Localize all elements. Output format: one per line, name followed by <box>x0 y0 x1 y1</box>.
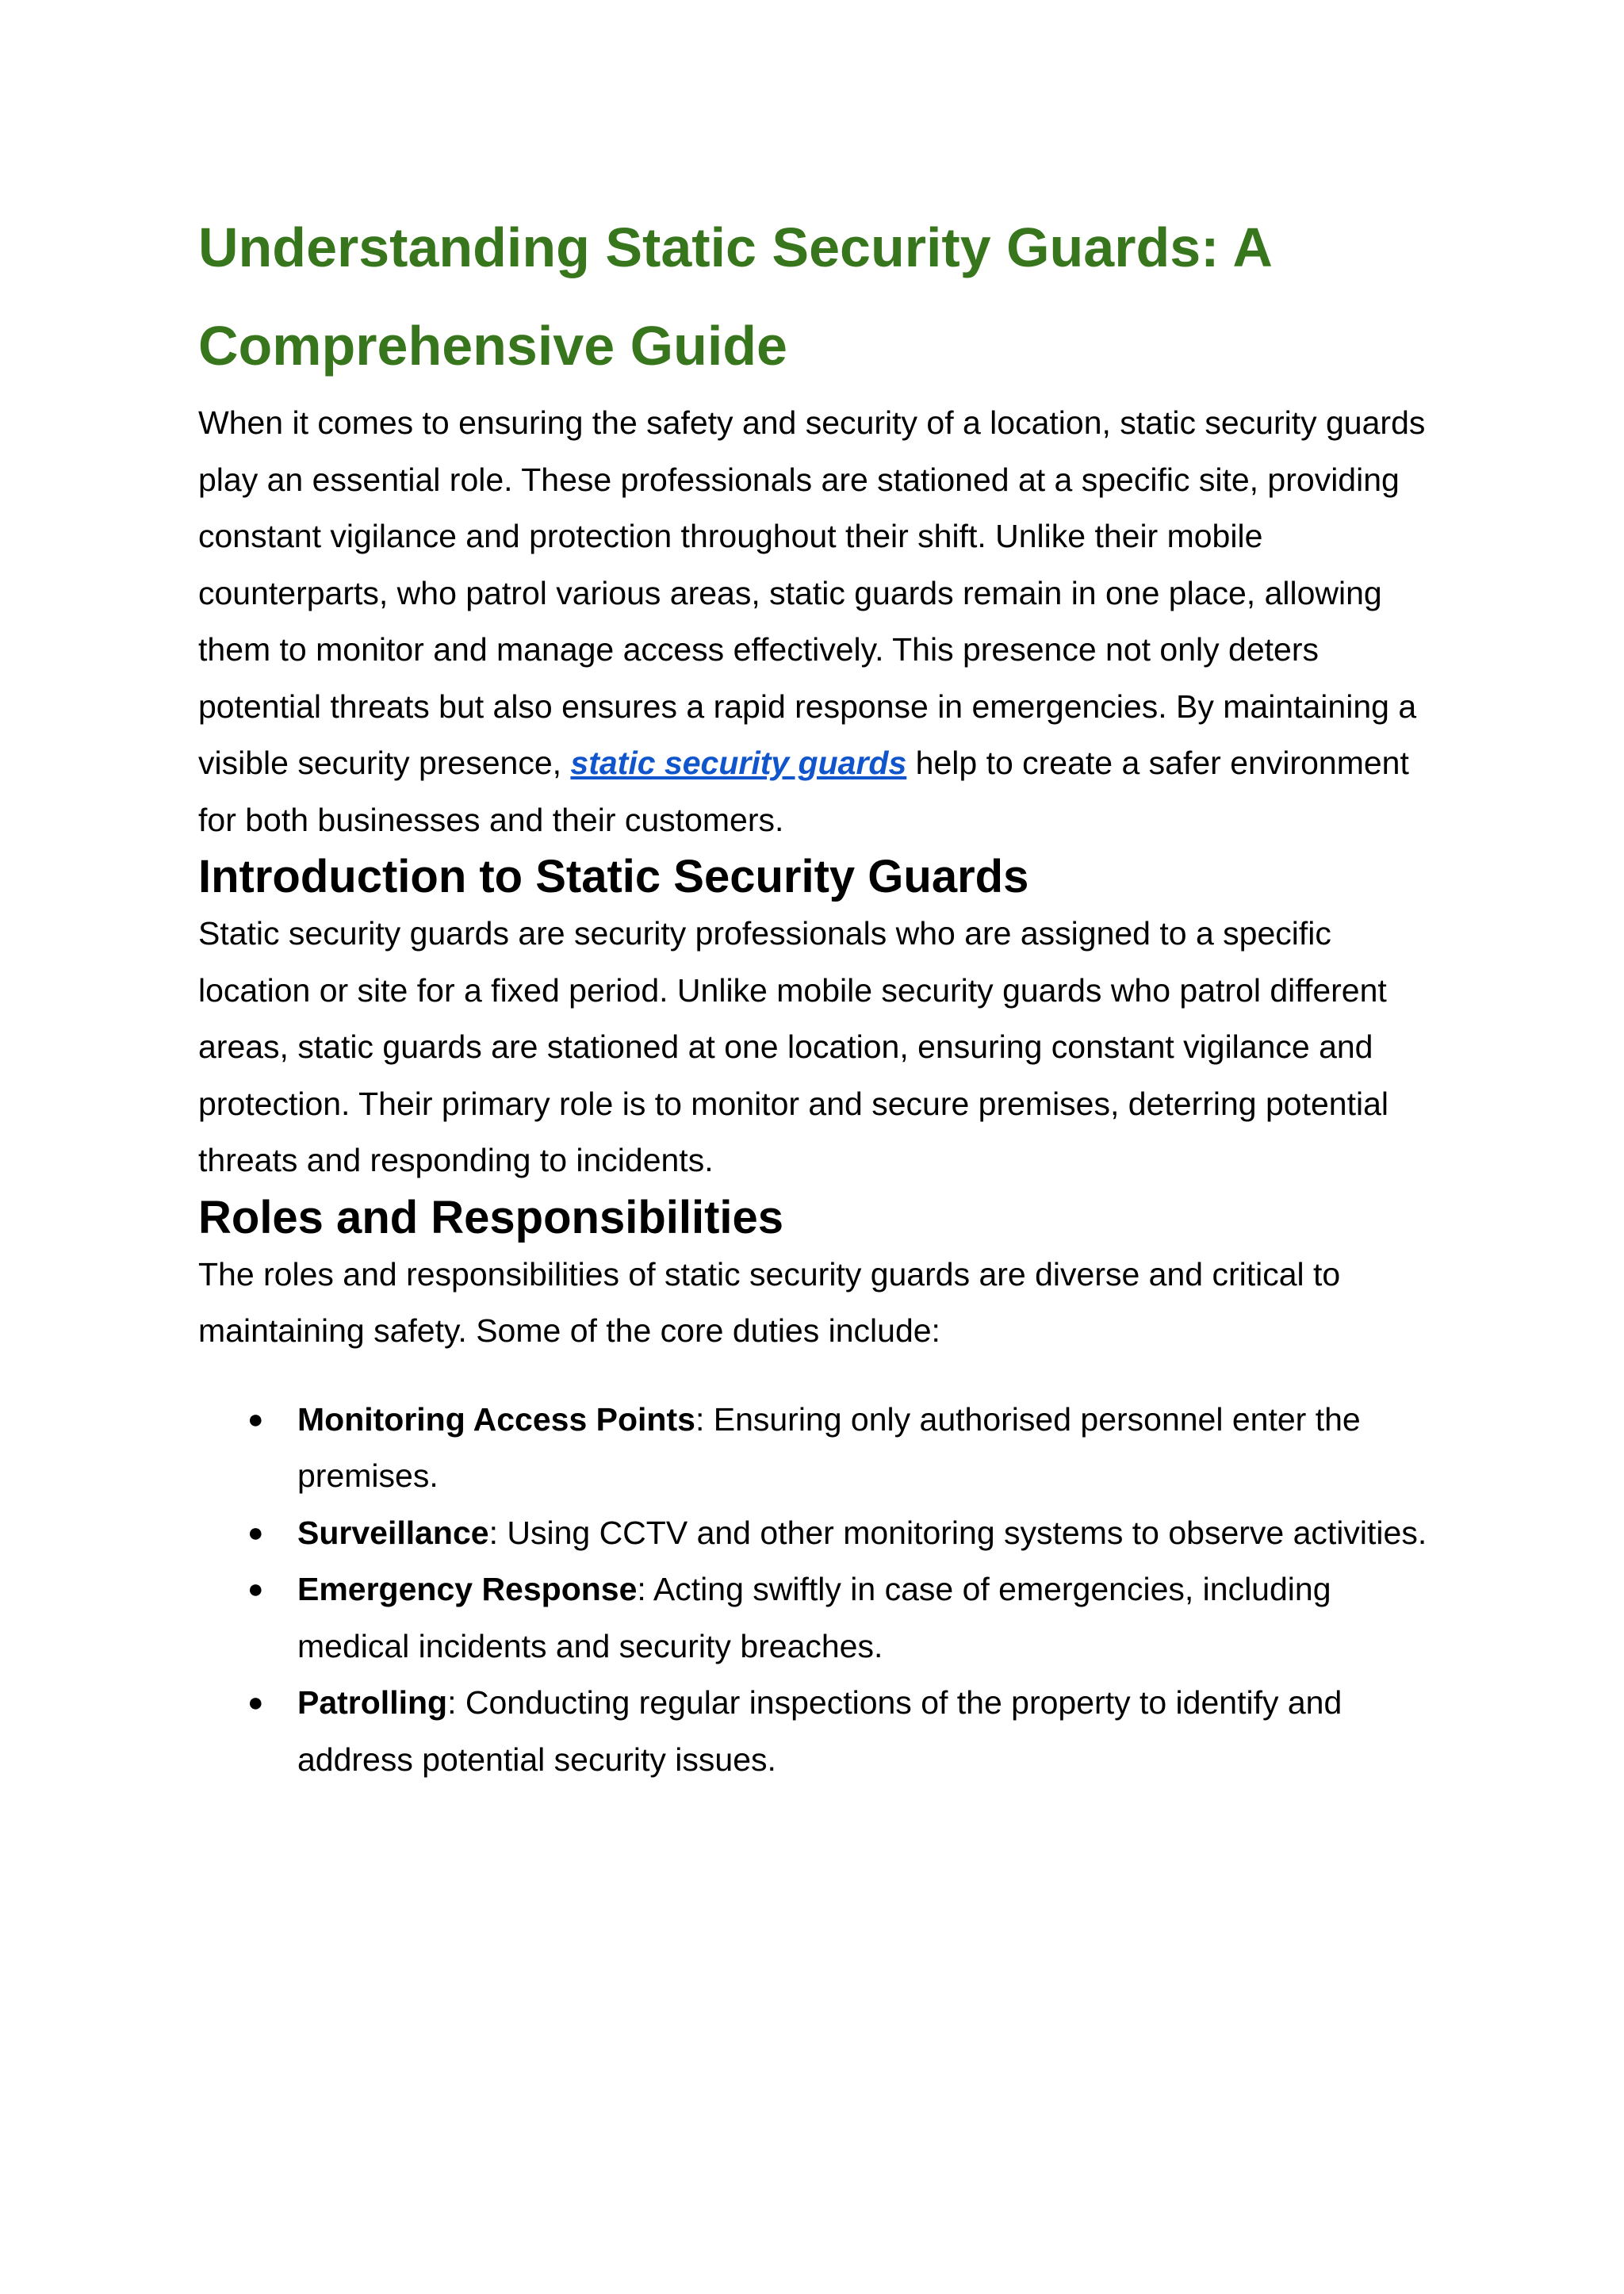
static-security-guards-link[interactable]: static security guards <box>570 745 907 781</box>
intro-text-before-link: When it comes to ensuring the safety and security of a location, static security guards play an essential role. These professionals are stationed at a specific site, providing constant vigilance and protection throughout their shift. Unlike their mobile counterparts, who patrol various areas, static guards remain in one place, allowing them to monitor and manage access effectively. This presence not only deters potential threats but also ensures a rapid response in emergencies. By maintaining a visible security presence, <box>198 404 1426 781</box>
section-heading-roles: Roles and Responsibilities <box>198 1191 784 1243</box>
bullet-icon: ● <box>247 1574 264 1604</box>
section-heading-introduction: Introduction to Static Security Guards <box>198 851 1029 902</box>
intro-paragraph <box>198 395 1450 848</box>
page-title: Understanding Static Security Guards: A Comprehensive Guide <box>198 216 1271 377</box>
duty-description: : Ensuring only authorised personnel enter the premises. <box>297 1400 1361 1494</box>
list-item <box>198 1505 1450 1562</box>
duty-term: Emergency Response <box>297 1571 638 1607</box>
bullet-icon: ● <box>247 1404 264 1434</box>
list-item <box>198 1392 1450 1505</box>
duties-list <box>198 1392 1450 1789</box>
duty-term: Monitoring Access Points <box>297 1400 695 1438</box>
duty-term: Patrolling <box>297 1684 448 1721</box>
bullet-icon: ● <box>247 1517 264 1548</box>
duty-description: : Using CCTV and other monitoring systems to observe activities. <box>488 1514 1427 1551</box>
intro-text-after-link: help to create a safer environment for both businesses and their customers. <box>198 745 1409 838</box>
roles-paragraph: The roles and responsibilities of static security guards are diverse and critical to maintaining safety. Some of the core duties include: <box>198 1255 1341 1349</box>
introduction-paragraph: Static security guards are security professionals who are assigned to a specific location or site for a fixed period. Unlike mobile security guards who patrol different areas, static guards are stationed at one location, ensuring constant vigilance and protection. Their primary role is to monitor and secure premises, deterring potential threats and responding to incidents. <box>198 915 1388 1178</box>
list-item <box>198 1675 1450 1788</box>
duty-term: Surveillance <box>297 1514 489 1551</box>
bullet-icon: ● <box>247 1687 264 1718</box>
list-item <box>198 1561 1450 1675</box>
duty-description: : Acting swiftly in case of emergencies, including medical incidents and security breaches. <box>297 1571 1331 1664</box>
duty-description: : Conducting regular inspections of the property to identify and address potential security issues. <box>297 1684 1342 1778</box>
